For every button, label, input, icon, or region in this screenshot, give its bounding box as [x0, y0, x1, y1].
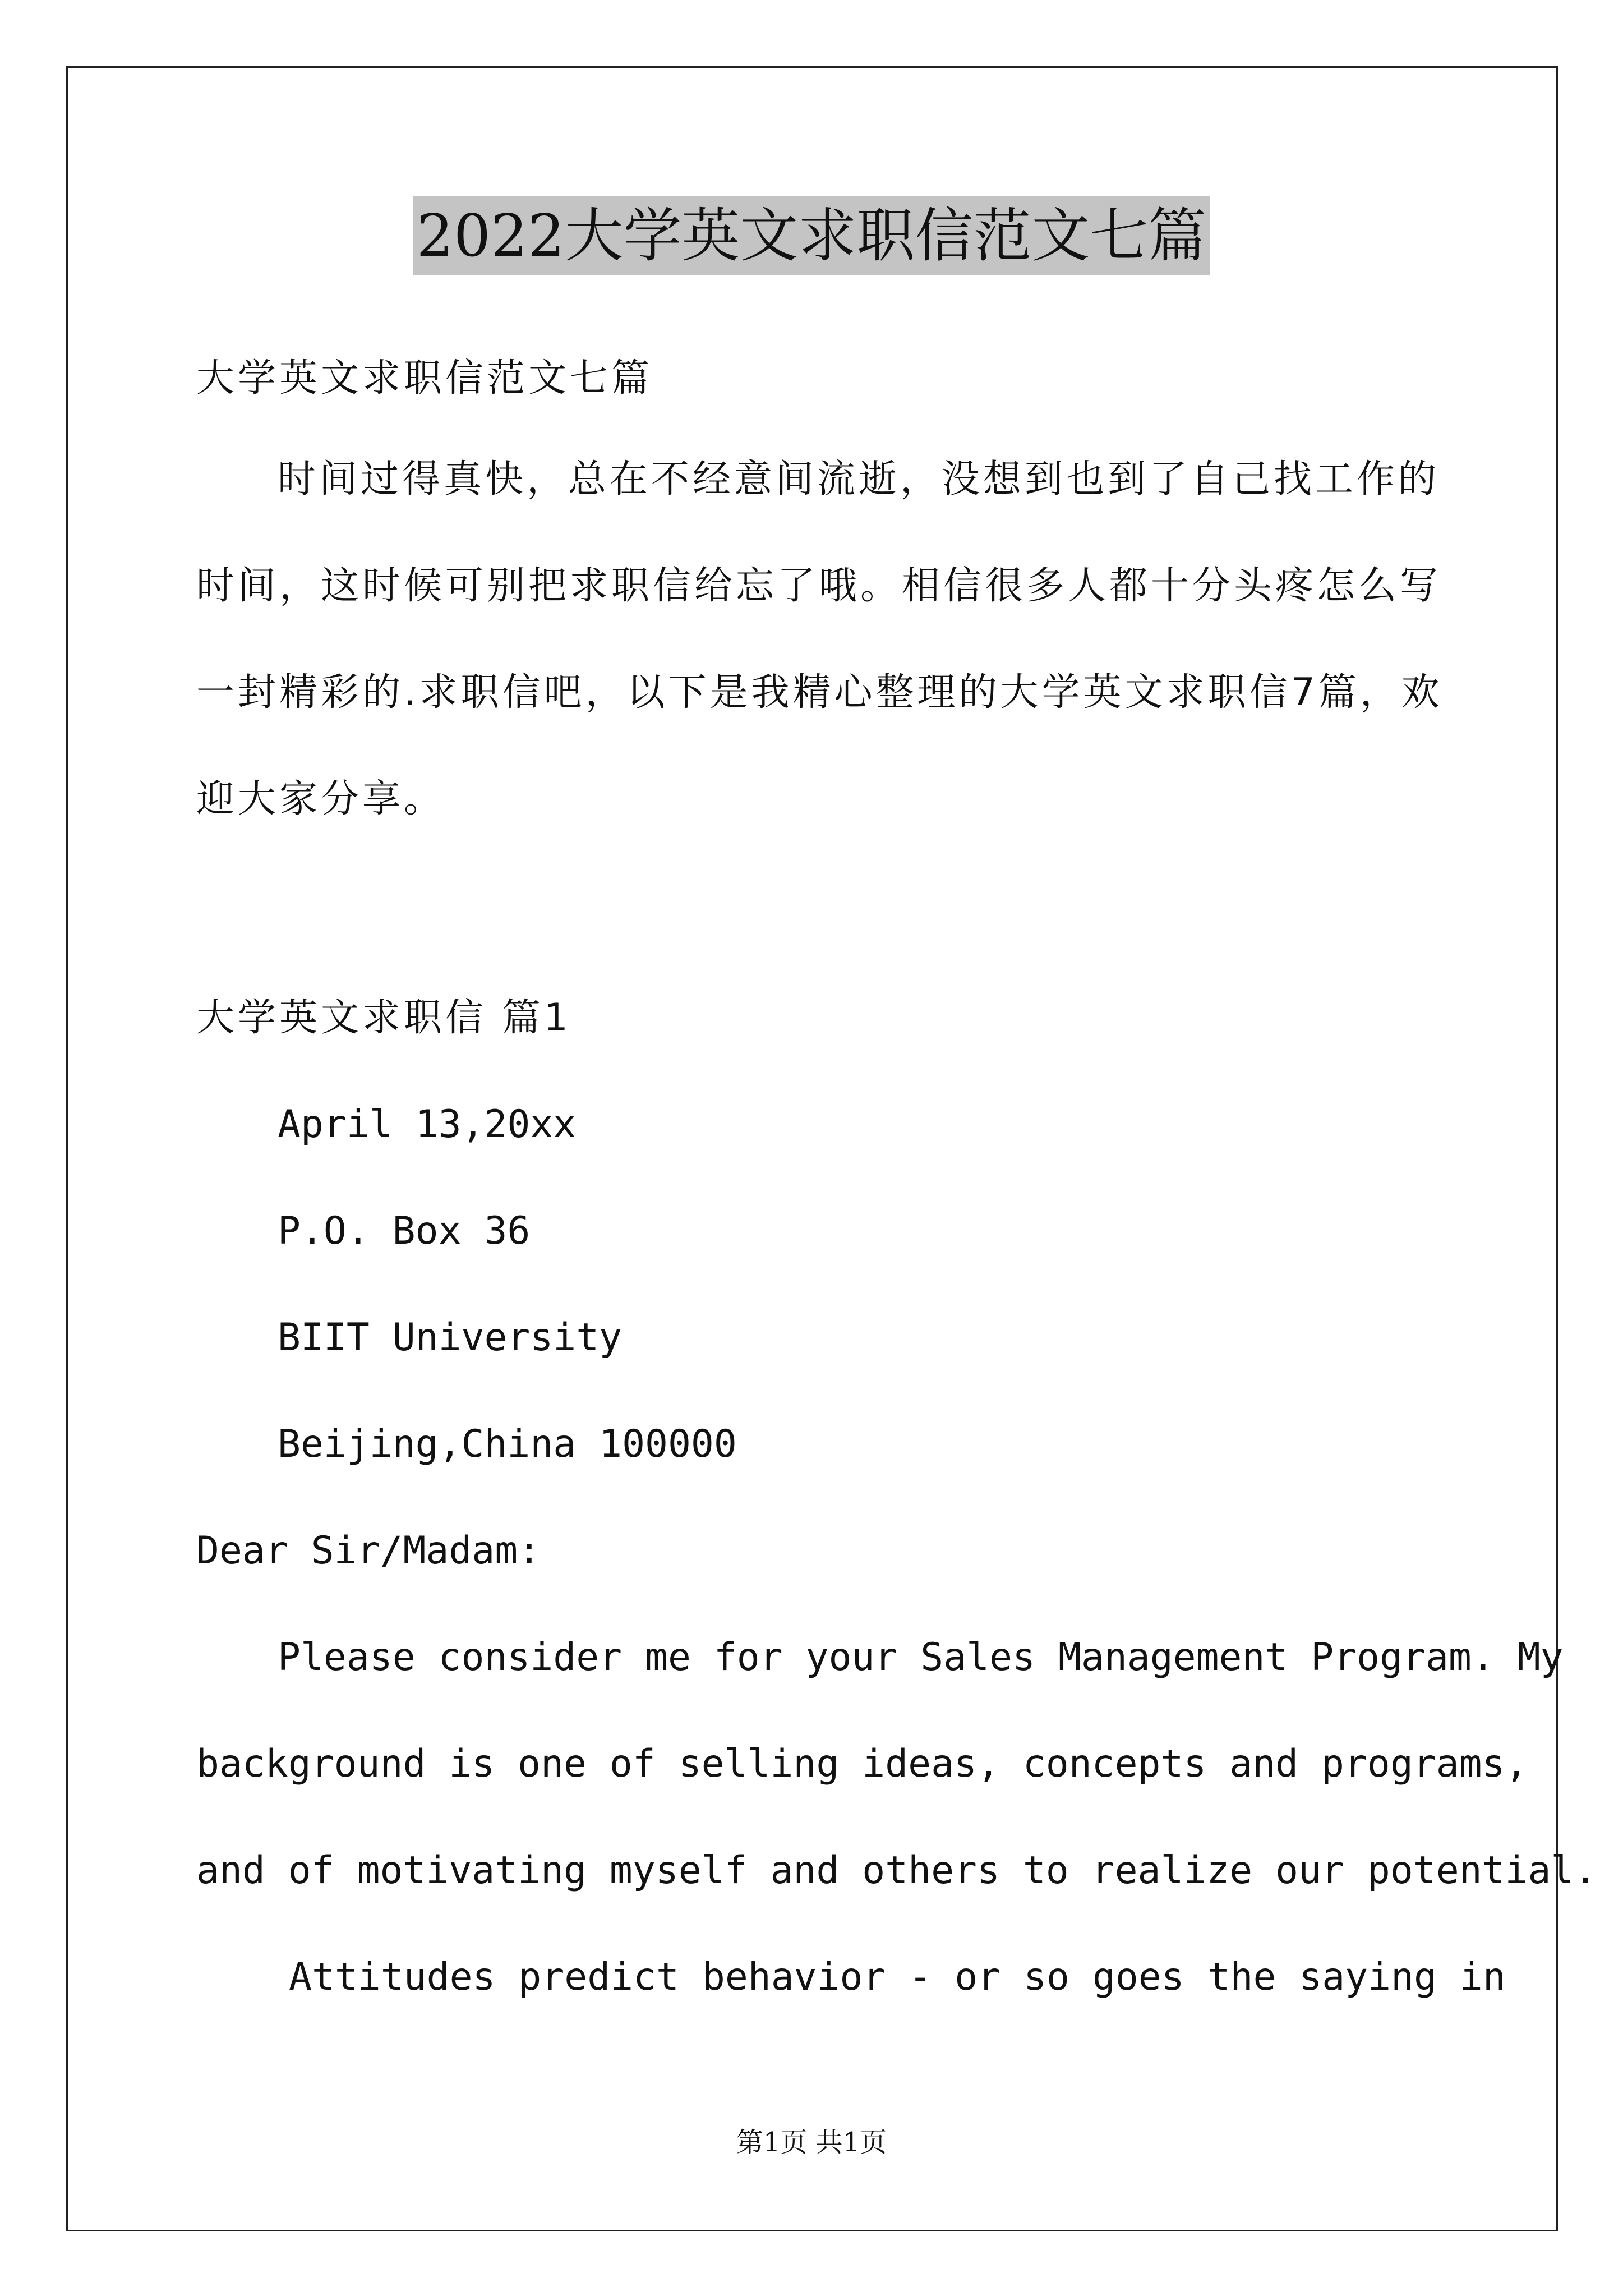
intro-line-4: 迎大家分享。 [196, 777, 446, 821]
document-subtitle: 大学英文求职信范文七篇 [196, 356, 653, 401]
body-line-1: Please consider me for your Sales Management Program. My [278, 1635, 1564, 1680]
intro-line-2: 时间，这时候可别把求职信给忘了哦。相信很多人都十分头疼怎么写 [196, 564, 1442, 608]
intro-line-3: 一封精彩的.求职信吧，以下是我精心整理的大学英文求职信7篇，欢 [196, 670, 1443, 715]
document-title: 2022大学英文求职信范文七篇 [413, 196, 1210, 275]
address-city: Beijing,China 100000 [278, 1422, 737, 1466]
body-line-2: background is one of selling ideas, concepts and programs, [196, 1742, 1528, 1786]
salutation: Dear Sir/Madam: [196, 1529, 541, 1573]
body-line-4: Attitudes predict behavior - or so goes the saying in [289, 1955, 1506, 1999]
address-university: BIIT University [278, 1315, 623, 1360]
intro-line-1: 时间过得真快，总在不经意间流逝，没想到也到了自己找工作的 [278, 457, 1440, 501]
address-box: P.O. Box 36 [278, 1209, 531, 1253]
address-date: April 13,20xx [278, 1102, 577, 1147]
title-container [0, 196, 1623, 275]
page-footer: 第1页 共1页 [736, 2127, 887, 2158]
body-line-3: and of motivating myself and others to realize our potential. [196, 1848, 1597, 1893]
section-heading: 大学英文求职信 篇1 [196, 996, 571, 1040]
